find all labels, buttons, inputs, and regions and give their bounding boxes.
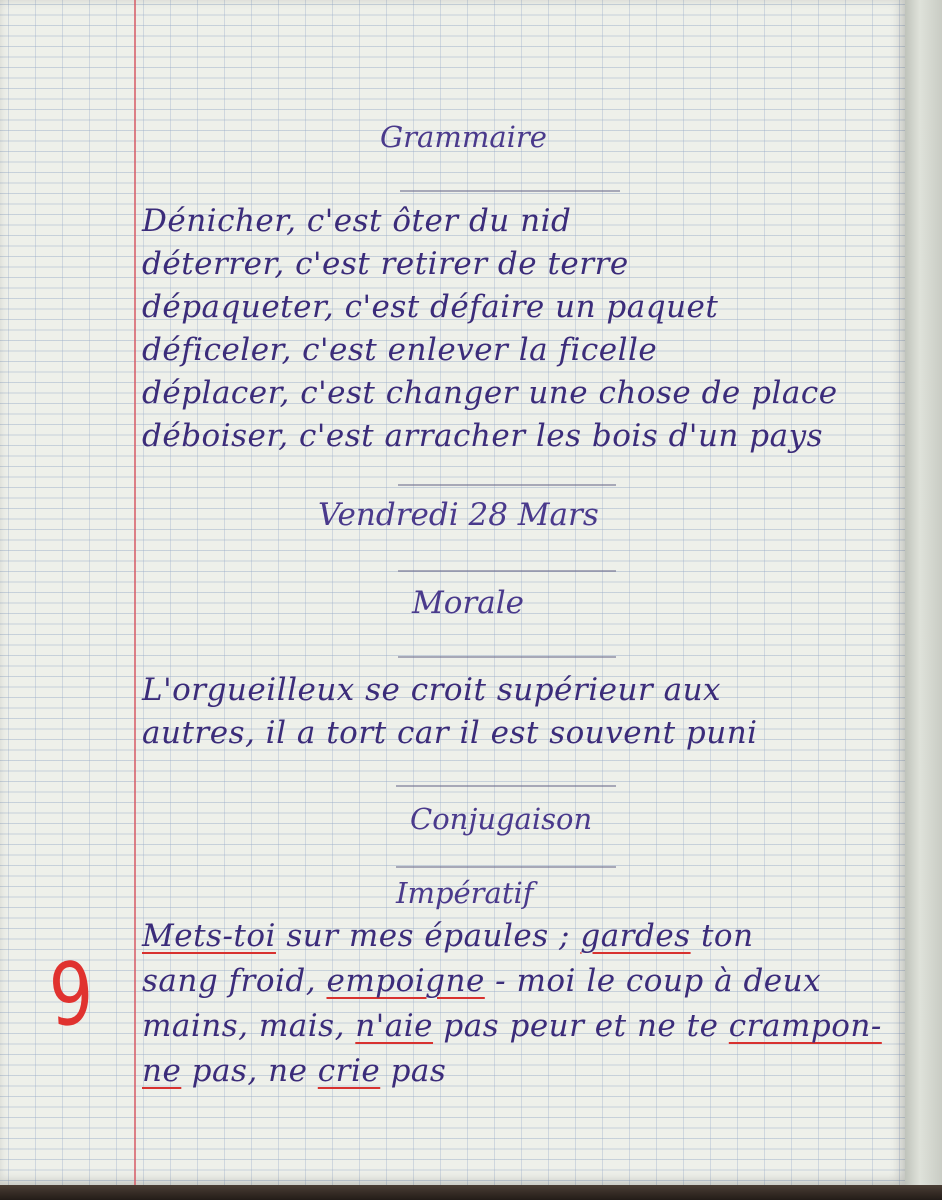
conjugation-line — [142, 1053, 446, 1089]
underlined-verb: empoigne — [326, 963, 485, 999]
conjugation-line — [142, 918, 754, 954]
line-text: - moi le coup à deux — [484, 963, 822, 999]
grammar-line: déplacer, c'est changer une chose de place — [142, 375, 838, 411]
line-text: sur mes épaules ; — [275, 918, 581, 954]
divider — [396, 785, 616, 787]
divider — [400, 190, 620, 192]
underlined-verb: Mets-toi — [142, 918, 276, 954]
line-text: pas, ne — [181, 1053, 318, 1089]
line-text: pas peur et ne te — [433, 1008, 729, 1044]
margin-line — [134, 0, 136, 1185]
subtitle-imperatif: Impératif — [396, 876, 534, 910]
date-heading: Vendredi 28 Mars — [318, 497, 599, 533]
page-bottom-edge — [0, 1185, 942, 1200]
underlined-verb: crampon- — [728, 1008, 882, 1044]
divider — [398, 656, 616, 658]
grammar-line: déficeler, c'est enlever la ficelle — [142, 332, 658, 368]
heading-conjugaison: Conjugaison — [410, 802, 593, 836]
underlined-verb: gardes — [580, 918, 691, 954]
heading-grammaire: Grammaire — [380, 120, 547, 154]
grade-mark: 9 — [46, 943, 96, 1047]
grammar-line: déboiser, c'est arracher les bois d'un pays — [142, 418, 823, 454]
divider — [396, 866, 616, 868]
heading-morale: Morale — [412, 585, 524, 621]
morale-line: L'orgueilleux se croit supérieur aux — [142, 672, 722, 708]
grammar-line: dépaqueter, c'est défaire un paquet — [142, 289, 719, 325]
line-text: sang froid, — [142, 963, 327, 999]
divider — [398, 484, 616, 486]
divider — [398, 570, 616, 572]
line-text: pas — [380, 1053, 447, 1089]
next-page-edge — [905, 0, 942, 1185]
morale-line: autres, il a tort car il est souvent puni — [142, 715, 758, 751]
underlined-verb: n'aie — [355, 1008, 434, 1044]
grammar-line: déterrer, c'est retirer de terre — [142, 246, 629, 282]
underlined-verb: ne — [142, 1053, 182, 1089]
line-text: mains, mais, — [142, 1008, 356, 1044]
grammar-line: Dénicher, c'est ôter du nid — [142, 203, 572, 239]
underlined-verb: crie — [317, 1053, 381, 1089]
conjugation-line — [142, 963, 821, 999]
conjugation-line — [142, 1008, 882, 1044]
line-text: ton — [690, 918, 754, 954]
